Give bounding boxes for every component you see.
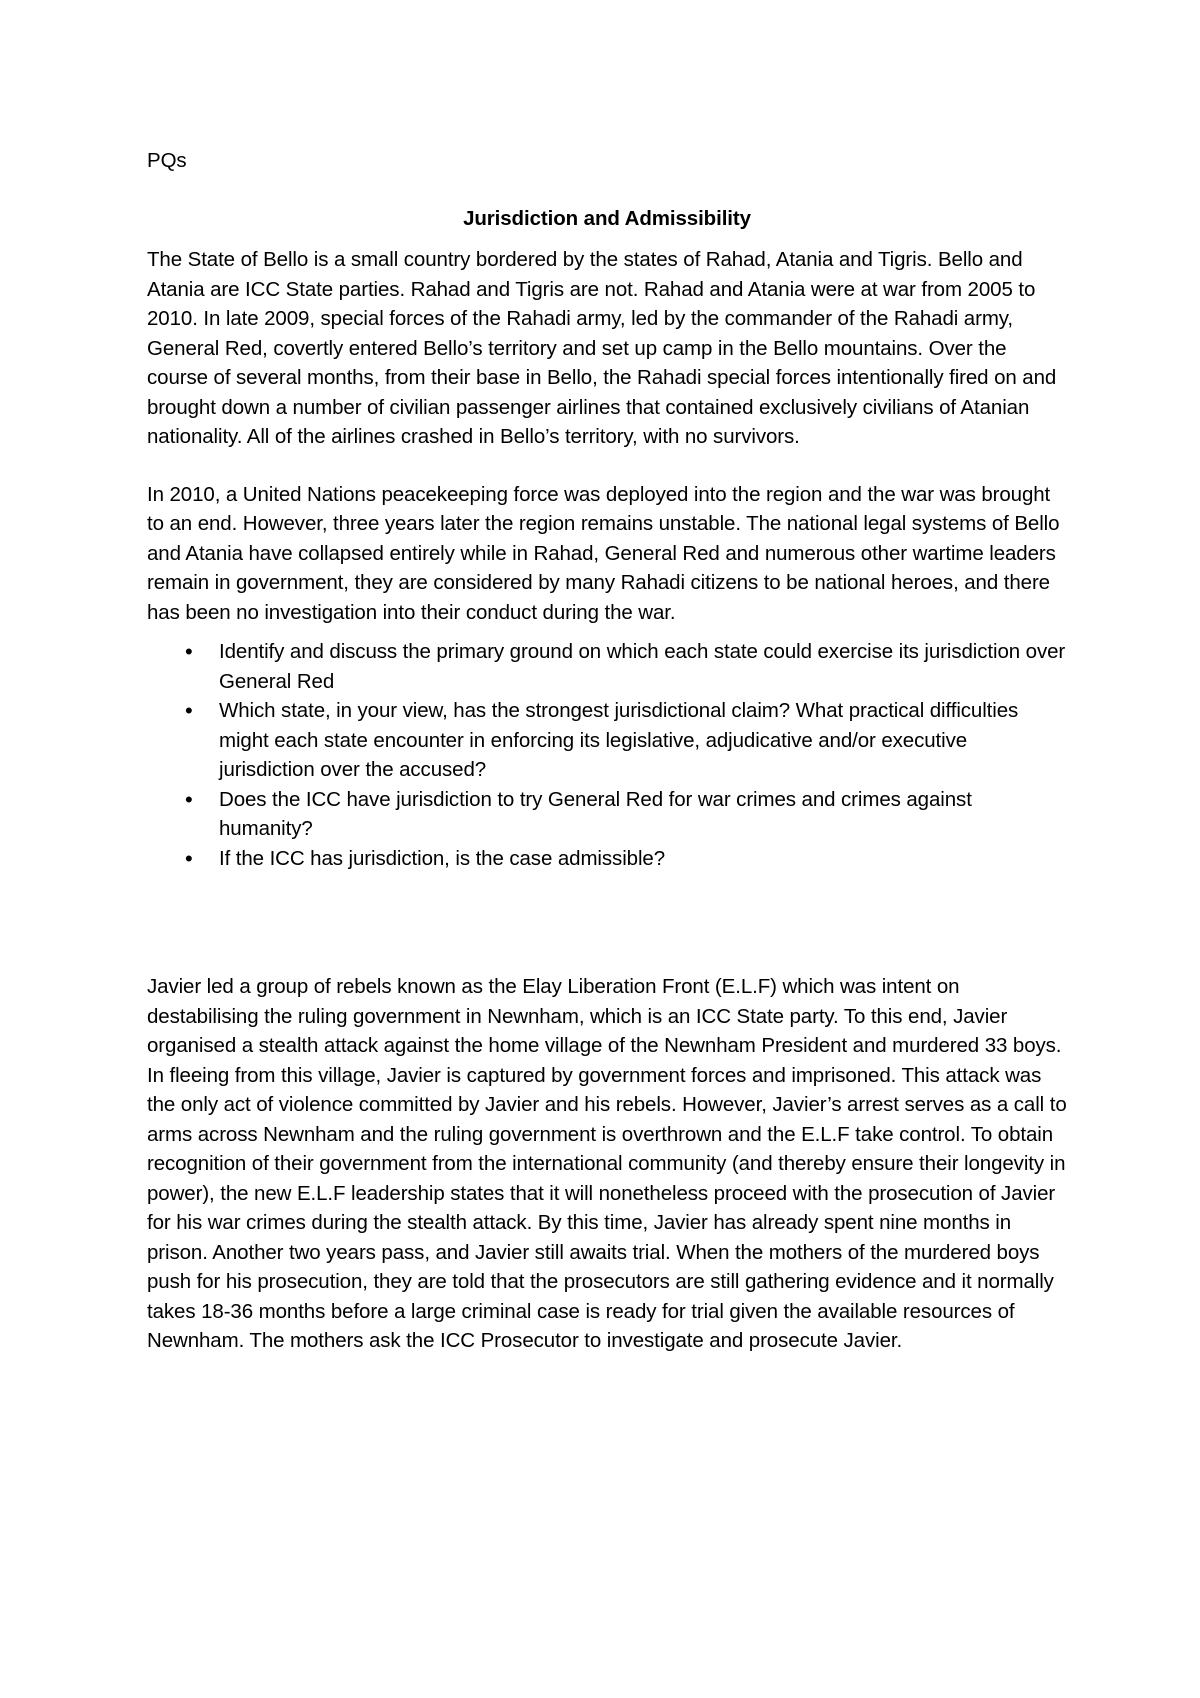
question-item-3: • Does the ICC have jurisdiction to try General Red for war crimes and crimes against humanity? xyxy=(219,785,1067,844)
question-item-1: • Identify and discuss the primary ground on which each state could exercise its jurisdiction over General Red xyxy=(219,637,1067,696)
scenario-paragraph-3: Javier led a group of rebels known as the Elay Liberation Front (E.L.F) which was intent on destabilising the ruling government in Newnham, which is an ICC State party. To this end, Javier organised a stealth attack against the home village of the Newnham President and murdered 33 boys. In fleeing from this village, Javier is captured by government forces and imprisoned. This attack was the only act of violence committed by Javier and his rebels. However, Javier’s arrest serves as a call to arms across Newnham and the ruling government is overthrown and the E.L.F take control. To obtain recognition of their government from the international community (and thereby ensure their longevity in power), the new E.L.F leadership states that it will nonetheless proceed with the prosecution of Javier for his war crimes during the stealth attack. By this time, Javier has already spent nine months in prison. Another two years pass, and Javier still awaits trial. When the mothers of the murdered boys push for his prosecution, they are told that the prosecutors are still gathering evidence and it normally takes 18-36 months before a large criminal case is ready for trial given the available resources of Newnham. The mothers ask the ICC Prosecutor to investigate and prosecute Javier. xyxy=(147,975,1067,1352)
scenario-paragraph-2: In 2010, a United Nations peacekeeping force was deployed into the region and the war was brought to an end. However, three years later the region remains unstable. The national legal systems of Bello and Atania have collapsed entirely while in Rahad, General Red and numerous other wartime leaders remain in government, they are considered by many Rahadi citizens to be national heroes, and there has been no investigation into their conduct during the war. xyxy=(147,482,1060,624)
question-item-2: • Which state, in your view, has the strongest jurisdictional claim? What practical difficulties might each state encounter in enforcing its legislative, adjudicative and/or executive jurisdiction over the accused? xyxy=(219,696,1067,785)
document-page xyxy=(147,146,1067,1356)
question-item-4: • If the ICC has jurisdiction, is the case admissible? xyxy=(219,844,1067,874)
section-gap xyxy=(147,873,1067,972)
document-label: PQs xyxy=(147,149,187,172)
scenario-paragraph-1: The State of Bello is a small country bordered by the states of Rahad, Atania and Tigris. Bello and Atania are ICC State parties. Rahad and Tigris are not. Rahad and Atania were at war from 2005 to 2010. In late 2009, special forces of the Rahadi army, led by the commander of the Rahadi army, General Red, covertly entered Bello’s territory and set up camp in the Bello mountains. Over the course of several months, from their base in Bello, the Rahadi special forces intentionally fired on and brought down a number of civilian passenger airlines that contained exclusively civilians of Atanian nationality. All of the airlines crashed in Bello’s territory, with no survivors. xyxy=(147,248,1057,448)
document-title: Jurisdiction and Admissibility xyxy=(463,206,751,230)
question-list xyxy=(147,637,1067,873)
